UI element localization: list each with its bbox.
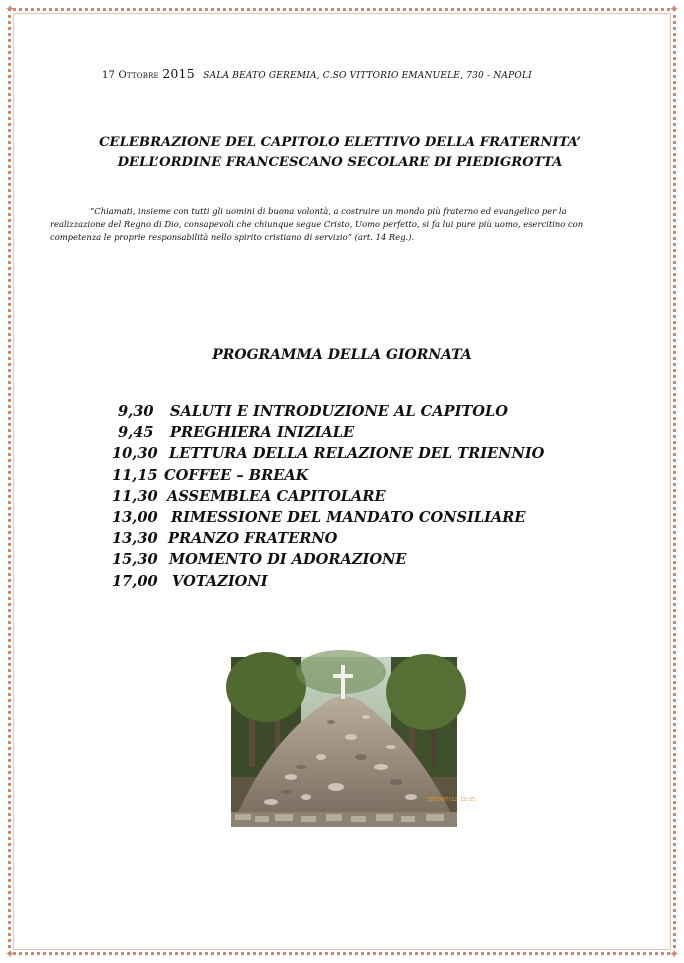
schedule-activity: PREGHIERA INIZIALE [170, 424, 355, 441]
schedule-time: 9,45 [118, 424, 154, 441]
schedule-activity: COFFEE – BREAK [164, 467, 309, 484]
corner-ornament: ✦ [5, 947, 16, 961]
schedule-row [118, 423, 354, 443]
schedule-row [112, 550, 407, 570]
schedule-row [112, 572, 268, 592]
schedule-activity: LETTURA DELLA RELAZIONE DEL TRIENNIO [169, 445, 545, 462]
schedule-row [112, 529, 337, 549]
schedule-activity: RIMESSIONE DEL MANDATO CONSILIARE [171, 509, 526, 526]
event-day: 17 [102, 70, 116, 81]
schedule-row [112, 466, 308, 486]
schedule-row [118, 402, 508, 422]
schedule-time: 13,00 [112, 509, 158, 526]
corner-ornament: ✦ [669, 947, 680, 961]
quote-line-3: competenza le proprie responsabilità nello spirito cristiano di servizio” (art. 14 Reg.). [50, 232, 415, 242]
quote-line-2: realizzazione del Regno di Dio, consapevoli che chiunque segue Cristo, Uomo perfetto, si fa lui pure più uomo, esercitino con [50, 219, 584, 229]
title-line-1: CELEBRAZIONE DEL CAPITOLO ELETTIVO DELLA FRATERNITA’ [99, 135, 581, 150]
schedule-time: 11,15 [112, 467, 158, 484]
schedule-activity: VOTAZIONI [172, 573, 268, 590]
document-title [40, 133, 640, 173]
schedule-row [112, 487, 386, 507]
rule-quotation [50, 205, 630, 244]
schedule-row [112, 508, 526, 528]
event-month: Ottobre [118, 70, 159, 81]
schedule-activity: PRANZO FRATERNO [168, 530, 338, 547]
photo-timestamp: 2013/07/12 15:25 [427, 797, 476, 803]
corner-ornament: ✦ [669, 2, 680, 16]
title-line-2: DELL’ORDINE FRANCESCANO SECOLARE DI PIEDIGROTTA [117, 155, 563, 170]
schedule-time: 10,30 [112, 445, 158, 462]
schedule-time: 13,30 [112, 530, 158, 547]
schedule-activity: MOMENTO DI ADORAZIONE [169, 551, 407, 568]
schedule-activity: ASSEMBLEA CAPITOLARE [167, 488, 386, 505]
event-date-place [102, 66, 542, 81]
cairn-photo [231, 657, 476, 827]
schedule-time: 15,30 [112, 551, 158, 568]
schedule-time: 9,30 [118, 403, 154, 420]
event-year: 2015 [162, 66, 195, 81]
event-place: SALA BEATO GEREMIA, C.SO VITTORIO EMANUELE, 730 - NAPOLI [203, 71, 532, 81]
schedule-time: 17,00 [112, 573, 158, 590]
schedule-row [112, 444, 544, 464]
program-heading: PROGRAMMA DELLA GIORNATA [212, 347, 472, 363]
schedule-activity: SALUTI E INTRODUZIONE AL CAPITOLO [170, 403, 508, 420]
schedule-time: 11,30 [112, 488, 158, 505]
corner-ornament: ✦ [5, 2, 16, 16]
quote-line-1: “Chiamati, insieme con tutti gli uomini di buona volontà, a costruire un mondo più fraterno ed evangelico per la [90, 206, 567, 216]
